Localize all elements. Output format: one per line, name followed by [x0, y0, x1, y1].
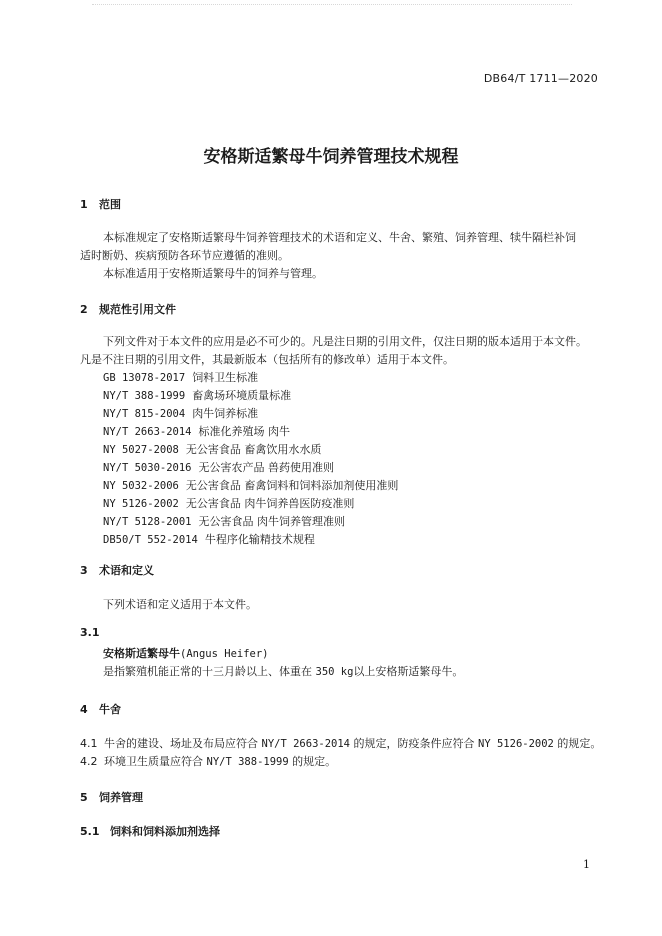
- reference-code: NY/T 5128-2001: [103, 516, 192, 528]
- term-english: (Angus Heifer): [180, 648, 269, 660]
- page-number: 1: [583, 858, 590, 871]
- reference-code: NY/T 2663-2014: [103, 426, 192, 438]
- reference-item: [103, 387, 398, 405]
- reference-name: 无公害食品 肉牛饲养兽医防疫准则: [185, 497, 355, 510]
- clause-number: 4.1: [80, 737, 98, 750]
- reference-item: [103, 531, 398, 549]
- section-number: 5: [80, 791, 88, 804]
- reference-item: [103, 477, 398, 495]
- normative-reference-list: [103, 369, 398, 549]
- clause-ref-code: NY/T 388-1999: [206, 756, 289, 768]
- term-number: 3.1: [80, 626, 100, 639]
- definition-text: 是指繁殖机能正常的十三月龄以上、体重在: [103, 665, 316, 678]
- clause-text: 的规定。: [553, 737, 602, 750]
- section-1-heading: [80, 196, 121, 212]
- reference-code: NY/T 5030-2016: [103, 462, 192, 474]
- clause-text: 的规定，防疫条件应符合: [350, 737, 479, 750]
- reference-item: [103, 441, 398, 459]
- refs-intro-line-2: 凡是不注日期的引用文件，其最新版本（包括所有的修改单）适用于本文件。: [80, 353, 454, 366]
- definition-text-end: 以上安格斯适繁母牛。: [353, 665, 464, 678]
- refs-intro-line-1: 下列文件对于本文件的应用是必不可少的。凡是注日期的引用文件，仅注日期的版本适用于本文件。: [103, 335, 587, 348]
- clause-text: 的规定。: [288, 755, 337, 768]
- scope-para-2: 本标准适用于安格斯适繁母牛的饲养与管理。: [103, 267, 323, 280]
- clause-number: 4.2: [80, 755, 98, 768]
- reference-item: [103, 495, 398, 513]
- section-title: 规范性引用文件: [99, 303, 176, 316]
- subsection-5-1-heading: [80, 823, 220, 839]
- section-number: 4: [80, 703, 88, 716]
- clause-ref-code: NY 5126-2002: [478, 738, 554, 750]
- reference-name: 标准化养殖场 肉牛: [198, 425, 291, 438]
- section-3-heading: [80, 562, 154, 578]
- reference-item: [103, 423, 398, 441]
- reference-item: [103, 369, 398, 387]
- reference-code: NY/T 388-1999: [103, 390, 186, 402]
- section-title: 范围: [99, 198, 121, 211]
- reference-name: 无公害农产品 兽药使用准则: [198, 461, 335, 474]
- reference-code: DB50/T 552-2014: [103, 534, 198, 546]
- clause-4-1: [80, 735, 601, 753]
- reference-code: NY 5126-2002: [103, 498, 179, 510]
- standard-code: DB64/T 1711—2020: [483, 72, 598, 85]
- scope-para-line-1: 本标准规定了安格斯适繁母牛饲养管理技术的术语和定义、牛舍、繁殖、饲养管理、犊牛隔栏补饲: [103, 231, 576, 244]
- scope-para-line-2: 适时断奶、疾病预防各环节应遵循的准则。: [80, 249, 289, 262]
- term-definition: [103, 663, 463, 681]
- section-number: 1: [80, 198, 88, 211]
- clause-text: 牛舍的建设、场址及布局应符合: [104, 737, 262, 750]
- reference-code: NY 5032-2006: [103, 480, 179, 492]
- reference-name: 畜禽场环境质量标准: [192, 389, 292, 402]
- section-5-heading: [80, 789, 143, 805]
- reference-name: 肉牛饲养标准: [192, 407, 259, 420]
- terms-intro: 下列术语和定义适用于本文件。: [103, 598, 257, 611]
- reference-name: 无公害食品 肉牛饲养管理准则: [198, 515, 346, 528]
- reference-item: [103, 405, 398, 423]
- clause-ref-code: NY/T 2663-2014: [261, 738, 351, 750]
- subsection-number: 5.1: [80, 825, 100, 838]
- reference-item: [103, 459, 398, 477]
- reference-item: [103, 513, 398, 531]
- definition-weight: 350 kg: [315, 666, 354, 678]
- reference-code: GB 13078-2017: [103, 372, 186, 384]
- reference-name: 牛程序化输精技术规程: [204, 533, 315, 546]
- reference-name: 饲料卫生标准: [192, 371, 259, 384]
- reference-code: NY/T 815-2004: [103, 408, 186, 420]
- document-title: 安格斯适繁母牛饲养管理技术规程: [203, 147, 459, 167]
- section-title: 饲养管理: [99, 791, 143, 804]
- term-heading: [103, 645, 269, 663]
- reference-name: 无公害食品 畜禽饮用水水质: [185, 443, 322, 456]
- clause-4-2: [80, 753, 336, 771]
- section-title: 术语和定义: [99, 564, 154, 577]
- section-number: 3: [80, 564, 88, 577]
- clause-text: 环境卫生质量应符合: [104, 755, 207, 768]
- section-title: 牛舍: [99, 703, 121, 716]
- subsection-title: 饲料和饲料添加剂选择: [110, 825, 220, 838]
- section-2-heading: [80, 301, 176, 317]
- top-edge-divider: [92, 4, 572, 6]
- section-number: 2: [80, 303, 88, 316]
- reference-name: 无公害食品 畜禽饲料和饲料添加剂使用准则: [185, 479, 399, 492]
- section-4-heading: [80, 701, 121, 717]
- term-chinese: 安格斯适繁母牛: [103, 647, 180, 660]
- reference-code: NY 5027-2008: [103, 444, 179, 456]
